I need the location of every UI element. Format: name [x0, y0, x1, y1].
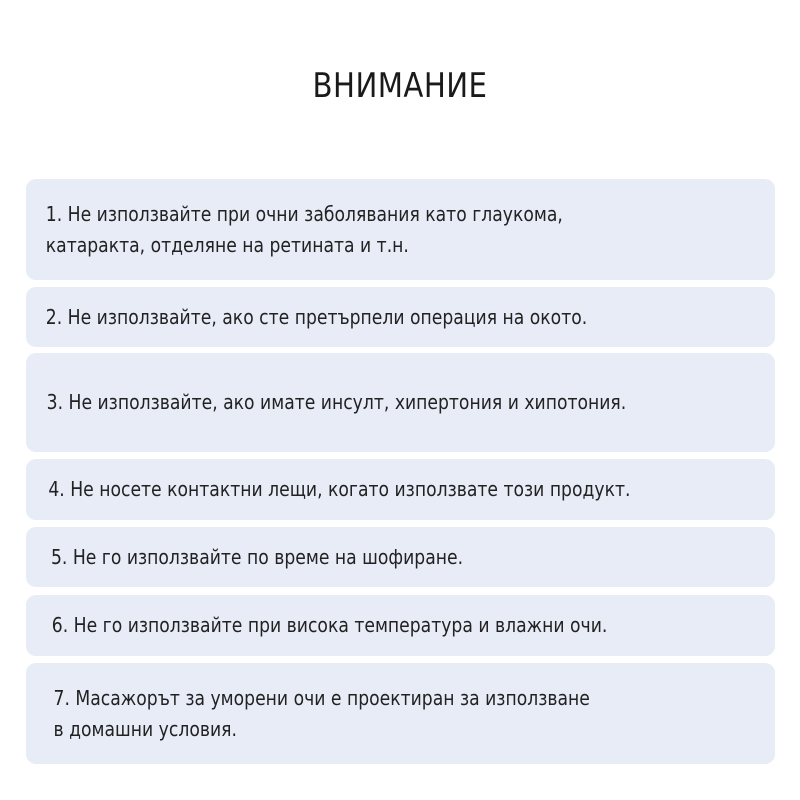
warning-card-6	[26, 595, 775, 656]
warning-card-7	[26, 663, 775, 764]
warning-text-6: 6. Не го използвайте при висока температура и влажни очи.	[51, 613, 608, 637]
warning-card-1	[26, 179, 775, 280]
page-title: ВНИМАНИЕ	[312, 66, 488, 106]
warning-text-4: 4. Не носете контактни лещи, когато използвате този продукт.	[48, 477, 631, 501]
warning-card-3	[26, 353, 775, 452]
warning-card-4	[26, 459, 775, 520]
warning-text-7: 7. Масажорът за уморени очи е проектиран за използване в домашни условия.	[53, 685, 590, 741]
warning-card-5	[26, 527, 775, 587]
warning-card-2	[26, 287, 775, 347]
warning-text-5: 5. Не го използвайте по време на шофиране.	[50, 544, 464, 569]
warning-text-1: 1. Не използвайте при очни заболявания като глаукома, катаракта, отделяне на ретината и т.н.	[45, 201, 563, 257]
warning-text-2: 2. Не използвайте, ако сте претърпели операция на окото.	[45, 304, 588, 329]
warning-text-3: 3. Не използвайте, ако имате инсулт, хипертония и хипотония.	[46, 390, 627, 414]
